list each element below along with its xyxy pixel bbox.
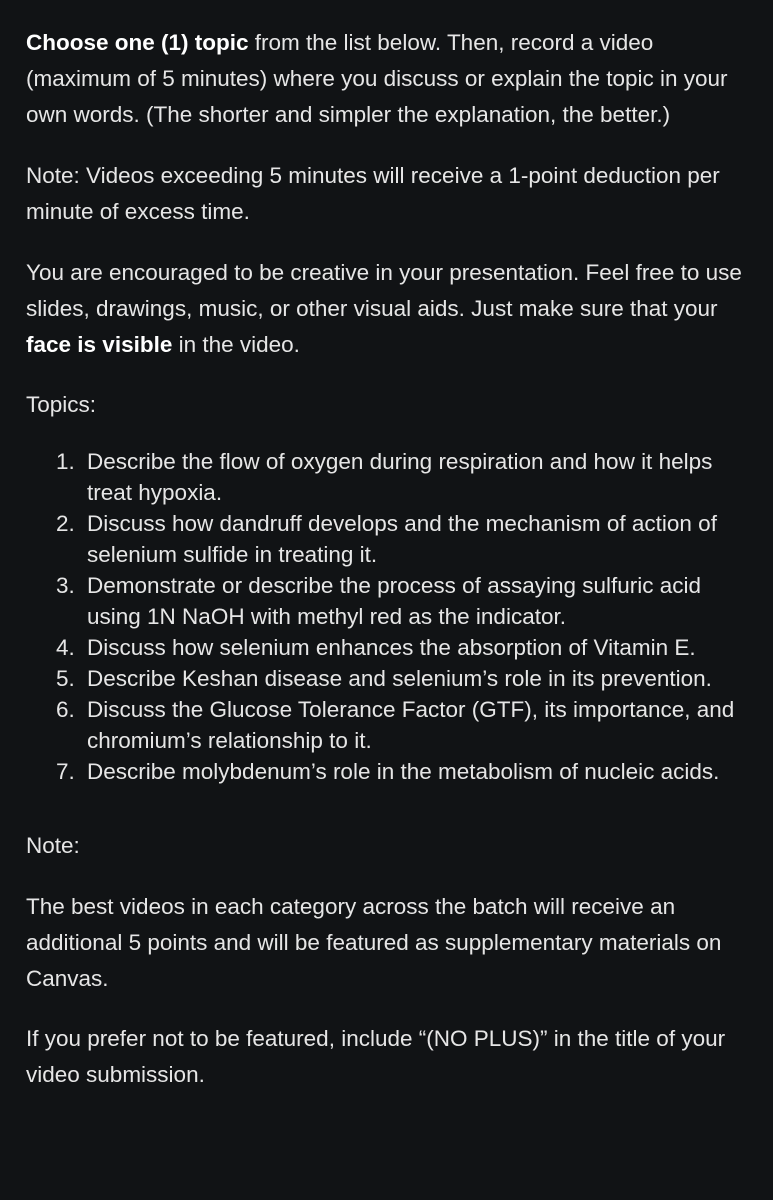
topic-number: 1. [56, 449, 75, 474]
topics-heading: Topics: [26, 392, 97, 417]
topic-text: Discuss the Glucose Tolerance Factor (GTF), its importance, and chromium’s relationship to it. [87, 697, 735, 753]
topics-list [26, 446, 747, 787]
creative-bold: face is visible [26, 332, 173, 357]
topic-item [26, 632, 747, 663]
topic-text: Discuss how selenium enhances the absorption of Vitamin E. [87, 635, 696, 660]
topic-item [26, 756, 747, 787]
intro-bold-lead: Choose one (1) topic [26, 30, 249, 55]
topic-item [26, 694, 747, 756]
deduction-note: Note: Videos exceeding 5 minutes will receive a 1-point deduction per minute of excess time. [26, 163, 720, 224]
intro-paragraph [26, 25, 747, 133]
topic-text: Describe the flow of oxygen during respiration and how it helps treat hypoxia. [87, 449, 713, 505]
intro-rest: from the list below. Then, record a video (maximum of 5 minutes) where you discuss or explain the topic in your own words. (The shorter and simpler the explanation, the better.) [26, 30, 728, 127]
creative-paragraph [26, 255, 747, 363]
topic-number: 4. [56, 635, 75, 660]
topic-item [26, 446, 747, 508]
note-heading: Note: [26, 833, 80, 858]
topic-number: 3. [56, 573, 75, 598]
no-plus-paragraph: If you prefer not to be featured, include “(NO PLUS)” in the title of your video submission. [26, 1026, 726, 1087]
best-videos-paragraph: The best videos in each category across the batch will receive an additional 5 points and will be featured as supplementary materials on Canvas. [26, 894, 722, 991]
topic-text: Discuss how dandruff develops and the mechanism of action of selenium sulfide in treating it. [87, 511, 717, 567]
topic-number: 5. [56, 666, 75, 691]
topic-number: 2. [56, 511, 75, 536]
topic-item [26, 508, 747, 570]
topic-text: Describe molybdenum’s role in the metabolism of nucleic acids. [87, 759, 720, 784]
topic-number: 6. [56, 697, 75, 722]
topic-item [26, 570, 747, 632]
topic-text: Demonstrate or describe the process of assaying sulfuric acid using 1N NaOH with methyl red as the indicator. [87, 573, 702, 629]
creative-before-bold: You are encouraged to be creative in your presentation. Feel free to use slides, drawings, music, or other visual aids. Just make sure that your [26, 260, 742, 321]
topic-number: 7. [56, 759, 75, 784]
topic-item [26, 663, 747, 694]
creative-after-bold: in the video. [172, 332, 300, 357]
topic-text: Describe Keshan disease and selenium’s role in its prevention. [87, 666, 712, 691]
